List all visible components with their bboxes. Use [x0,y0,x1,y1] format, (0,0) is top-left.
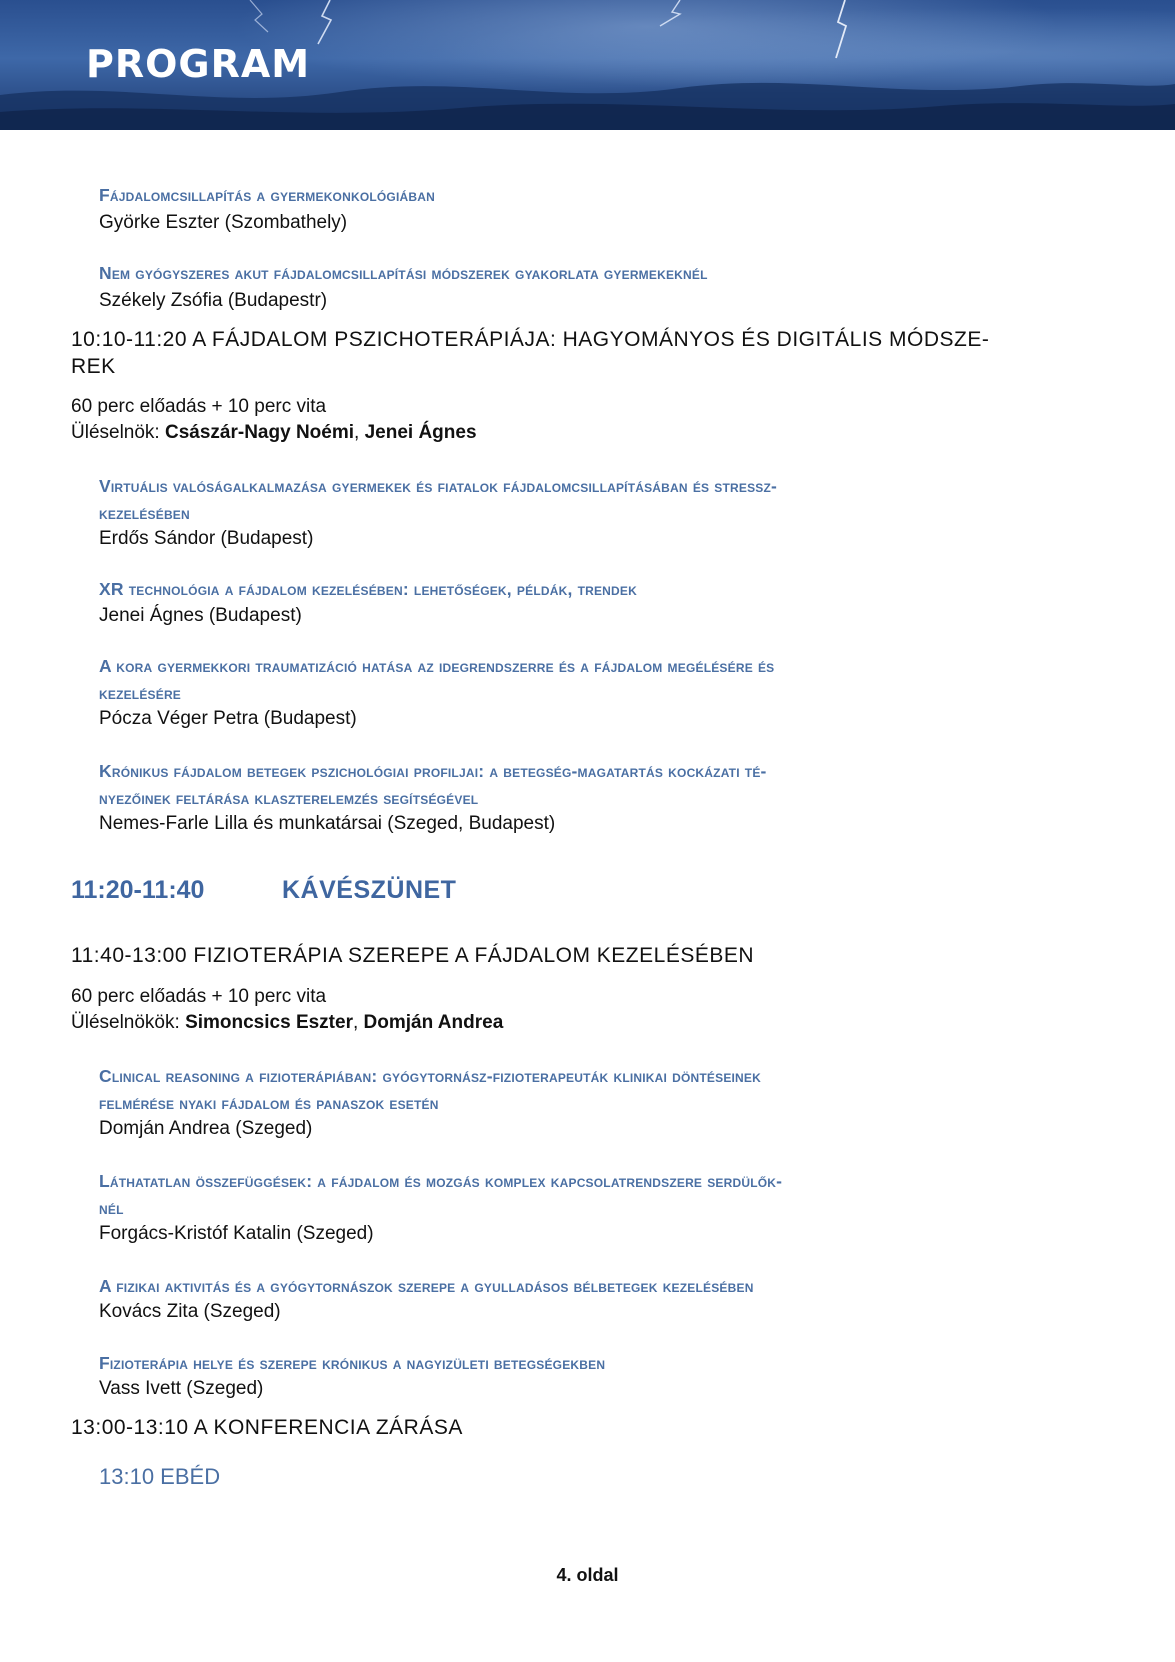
talk-title: Fizioterápia helye és szerepe krónikus a nagyizületi betegségekben [99,1353,606,1373]
talk-speaker: Kovács Zita (Szeged) [99,1301,281,1322]
talk-speaker: Györke Eszter (Szombathely) [99,212,348,233]
talk-title: Nem gyógyszeres akut fájdalomcsillapítási módszerek gyakorlata gyermekeknél [99,263,708,283]
chair-name: Jenei Ágnes [364,422,477,443]
talk-title: Clinical reasoning a fizioterápiában: gyógytornász-fizioterapeuták klinikai döntéseinek [99,1066,761,1086]
coffee-break-label: KÁVÉSZÜNET [282,876,457,904]
talk-title: kezelésében [99,503,190,523]
session-chairs [71,420,477,446]
talk-speaker: Domján Andrea (Szeged) [99,1118,313,1139]
talk-title: nél [99,1198,124,1218]
closing-heading: 13:00-13:10 A KONFERENCIA ZÁRÁSA [71,1416,463,1439]
chair-name: Domján Andrea [363,1012,504,1033]
talk-title: nyezőinek feltárása klaszterelemzés segítségével [99,788,479,808]
talk-speaker: Jenei Ágnes (Budapest) [99,605,302,626]
coffee-break-time: 11:20-11:40 [71,876,205,904]
session-duration: 60 perc előadás + 10 perc vita [71,986,327,1007]
chair-separator: , [354,422,360,443]
talk-title: A kora gyermekkori traumatizáció hatása az idegrendszerre és a fájdalom megélésére és [99,656,775,676]
talk-title: Láthatatlan összefüggések: a fájdalom és mozgás komplex kapcsolatrendszere serdülők- [99,1171,783,1191]
session-duration: 60 perc előadás + 10 perc vita [71,396,327,417]
talk-title: Fájdalomcsillapítás a gyermekonkológiában [99,185,435,205]
page-title: PROGRAM [86,42,311,86]
talk-speaker: Nemes-Farle Lilla és munkatársai (Szeged, Budapest) [99,813,556,834]
session-heading-line: 10:10-11:20 A FÁJDALOM PSZICHOTERÁPIÁJA: HAGYOMÁNYOS ÉS DIGITÁLIS MÓDSZE- [71,328,990,351]
chair-label: Üléselnökök: [71,1012,180,1033]
chair-name: Simoncsics Eszter [185,1012,353,1033]
session-chairs [71,1010,503,1036]
talk-title: XR technológia a fájdalom kezelésében: lehetőségek, példák, trendek [99,579,637,599]
chair-label: Üléselnök: [71,422,160,443]
talk-title: A fizikai aktivitás és a gyógytornászok szerepe a gyulladásos bélbetegek kezelésében [99,1276,754,1296]
talk-speaker: Pócza Véger Petra (Budapest) [99,708,357,729]
talk-speaker: Székely Zsófia (Budapestr) [99,290,328,311]
talk-title: felmérése nyaki fájdalom és panaszok esetén [99,1093,439,1113]
talk-title: kezelésére [99,683,182,703]
session-heading-line: REK [71,355,116,378]
chair-name: Császár-Nagy Noémi [165,422,355,443]
page-number: 4. oldal [556,1565,619,1585]
chair-separator: , [352,1012,359,1033]
header-banner [0,0,1175,130]
lunch-label: 13:10 EBÉD [99,1464,221,1489]
session-heading: 11:40-13:00 FIZIOTERÁPIA SZEREPE A FÁJDALOM KEZELÉSÉBEN [71,944,755,967]
talk-title: Krónikus fájdalom betegek pszichológiai profiljai: a betegség-magatartás kockázati té- [99,761,767,781]
talk-title: Virtuális valóságalkalmazása gyermekek és fiatalok fájdalomcsillapításában és stressz- [99,476,778,496]
talk-speaker: Erdős Sándor (Budapest) [99,528,314,549]
talk-speaker: Vass Ivett (Szeged) [99,1378,264,1399]
talk-speaker: Forgács-Kristóf Katalin (Szeged) [99,1223,374,1244]
